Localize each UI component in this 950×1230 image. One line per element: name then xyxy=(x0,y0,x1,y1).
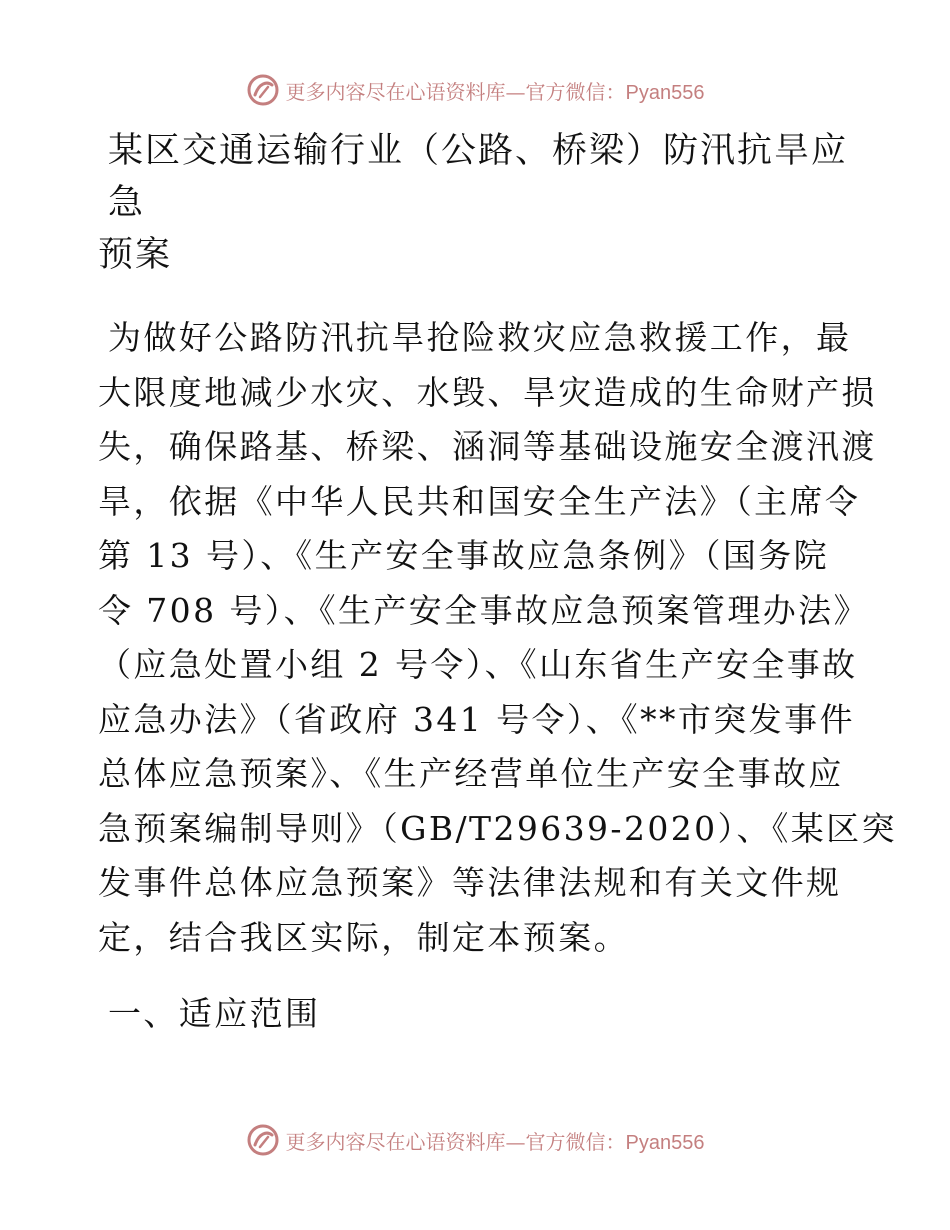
watermark-text-cn: 更多内容尽在心语资料库—官方微信： xyxy=(285,79,626,104)
body-paragraph xyxy=(98,311,897,965)
watermark-header xyxy=(0,72,950,108)
paragraph-line: 应急办法》（省政府 341 号令）、《**市突发事件 xyxy=(98,699,855,739)
section-heading: 一、适应范围 xyxy=(108,994,321,1033)
watermark-text-latin: Pyan556 xyxy=(625,1131,705,1154)
paragraph-line: 发事件总体应急预案》等法律法规和有关文件规 xyxy=(98,863,842,902)
document-body xyxy=(98,125,897,1041)
watermark-text-cn: 更多内容尽在心语资料库—官方微信： xyxy=(285,1129,626,1154)
watermark-text-latin: Pyan556 xyxy=(625,81,705,104)
watermark-logo-icon xyxy=(246,1123,280,1157)
watermark-text xyxy=(286,1126,705,1155)
paragraph-line: 为做好公路防汛抗旱抢险救灾应急救援工作，最 xyxy=(108,318,852,357)
paragraph-line: 旱，依据《中华人民共和国安全生产法》（主席令 xyxy=(98,481,861,521)
watermark-text xyxy=(286,76,705,105)
paragraph-line: 总体应急预案》、《生产经营单位生产安全事故应 xyxy=(98,754,844,793)
paragraph-line: 大限度地减少水灾、水毁、旱灾造成的生命财产损 xyxy=(98,372,877,412)
watermark-footer xyxy=(0,1122,950,1158)
paragraph-line: 定，结合我区实际，制定本预案。 xyxy=(98,917,629,957)
document-title xyxy=(98,125,858,281)
paragraph-line: 急预案编制导则》（GB/T29639-2020）、《某区突 xyxy=(98,808,897,848)
title-line: 某区交通运输行业（公路、桥梁）防汛抗旱应急 xyxy=(108,131,849,223)
paragraph-line: 令 708 号）、《生产安全事故应急预案管理办法》 xyxy=(98,590,869,630)
watermark-logo-icon xyxy=(246,73,280,107)
paragraph-line: 第 13 号）、《生产安全事故应急条例》（国务院 xyxy=(98,536,830,575)
paragraph-line: （应急处置小组 2 号令）、《山东省生产安全事故 xyxy=(98,645,858,684)
paragraph-line: 失，确保路基、桥梁、涵洞等基础设施安全渡汛渡 xyxy=(98,427,877,466)
title-line: 预案 xyxy=(98,235,173,275)
